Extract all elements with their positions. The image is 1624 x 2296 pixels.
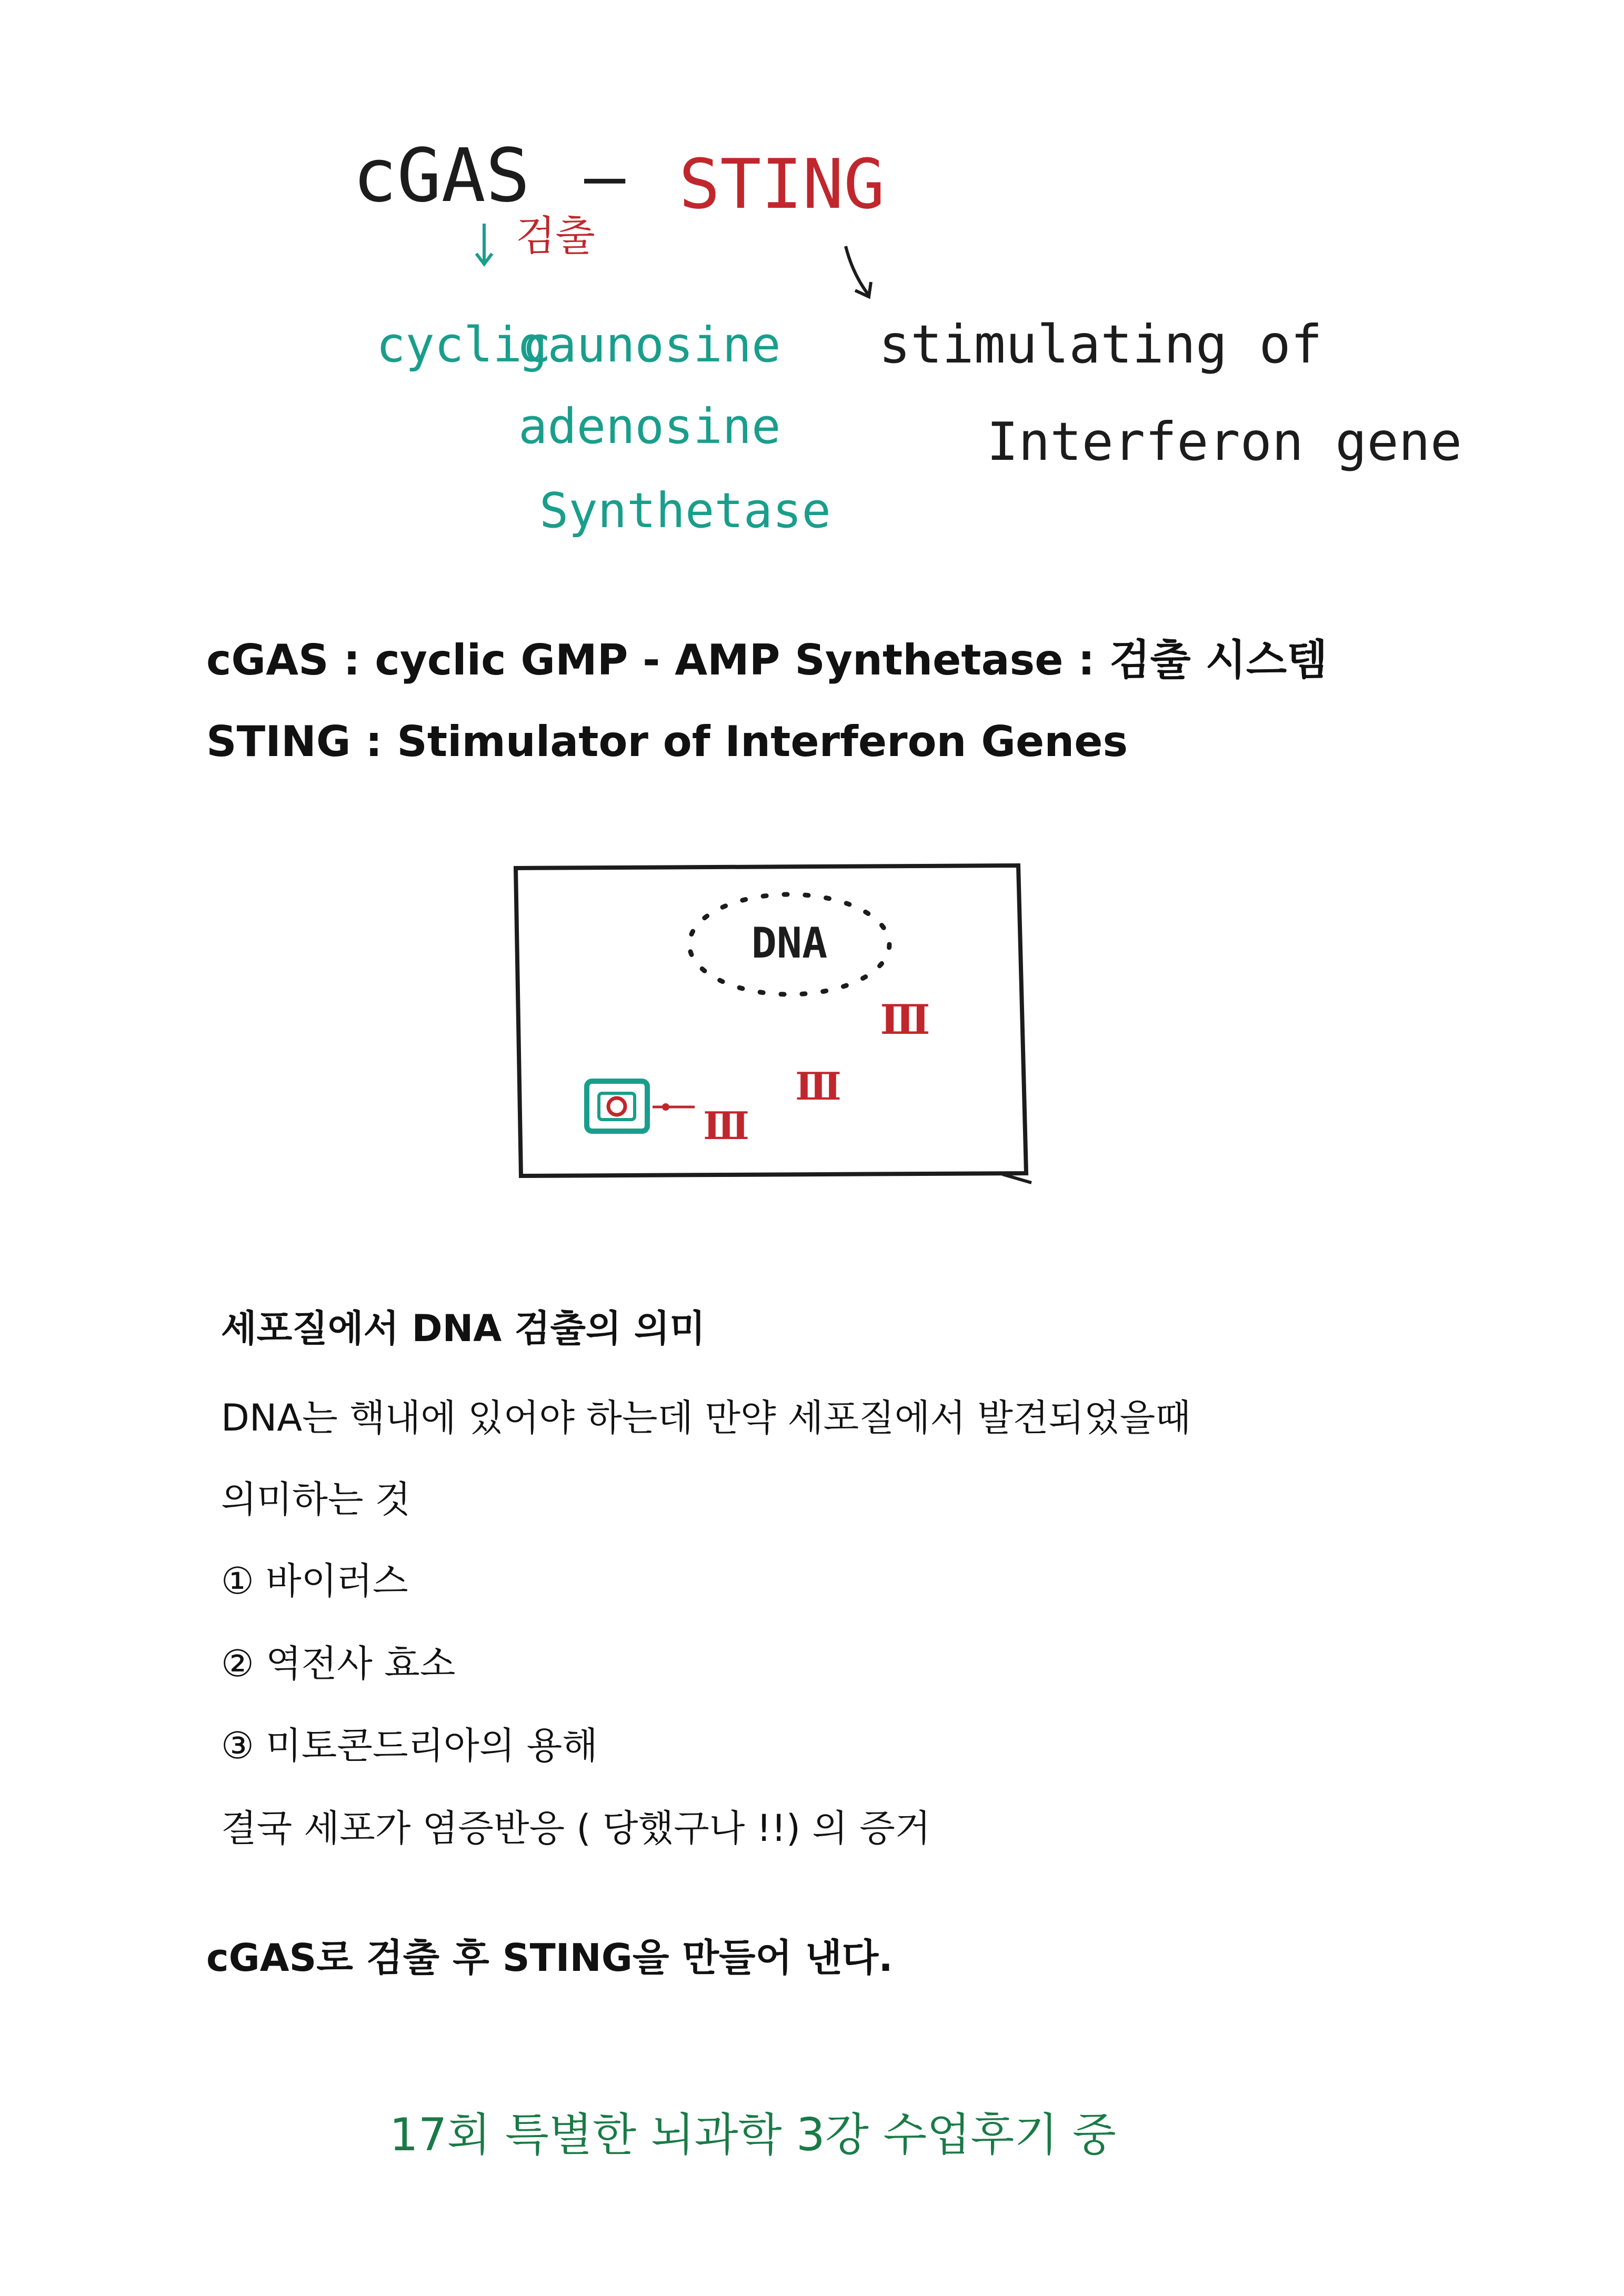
list-item-reverse-transcriptase: ② 역전사 효소: [221, 1642, 456, 1685]
synthetase-handwritten: Synthetase: [539, 482, 831, 539]
marker-label: Ⅲ: [880, 996, 930, 1044]
cgas-enzyme-core: [608, 1098, 625, 1115]
diagonal-arrow-icon: [839, 242, 881, 305]
body-line: 결국 세포가 염증반응 ( 당했구나 !!) 의 증거: [221, 1807, 931, 1850]
marker-label: Ⅲ: [795, 1064, 841, 1109]
interferon-gene-handwritten: Interferon gene: [987, 411, 1462, 472]
cyclic-handwritten: cyclic: [376, 317, 552, 373]
cgas-enzyme-box: [587, 1081, 647, 1131]
dash-handwritten: —: [584, 136, 626, 216]
stimulating-handwritten: stimulating of: [879, 314, 1322, 375]
cell-outline-corner: [1003, 1174, 1031, 1183]
down-arrow-icon: [471, 221, 497, 268]
body-line: 의미하는 것: [221, 1478, 411, 1521]
adenosine-handwritten: adenosine: [518, 398, 781, 455]
dna-cell-diagram: [484, 852, 1042, 1200]
conclusion: cGAS로 검출 후 STING을 만들어 낸다.: [206, 1936, 893, 1980]
marker-label: Ⅲ: [703, 1103, 749, 1148]
cgas-definition: cGAS : cyclic GMP - AMP Synthetase : 검출 시스템: [206, 636, 1328, 684]
dna-label: DNA: [751, 919, 828, 968]
section-title: 세포질에서 DNA 검출의 의미: [221, 1307, 706, 1350]
sting-handwritten: STING: [679, 144, 885, 224]
gaunosine-handwritten: gaunosine: [518, 317, 781, 373]
sting-definition: STING : Stimulator of Interferon Genes: [206, 717, 1128, 766]
list-item-virus: ① 바이러스: [221, 1559, 408, 1603]
cgas-handwritten: cGAS: [353, 133, 530, 219]
body-line: DNA는 핵내에 있어야 하는데 만약 세포질에서 발견되었을때: [221, 1396, 1191, 1439]
list-item-mitochondria: ③ 미토콘드리아의 용해: [221, 1724, 598, 1767]
footer-caption: 17회 특별한 뇌과학 3강 수업후기 중: [389, 2109, 1116, 2161]
detect-handwritten: 검출: [516, 213, 595, 260]
